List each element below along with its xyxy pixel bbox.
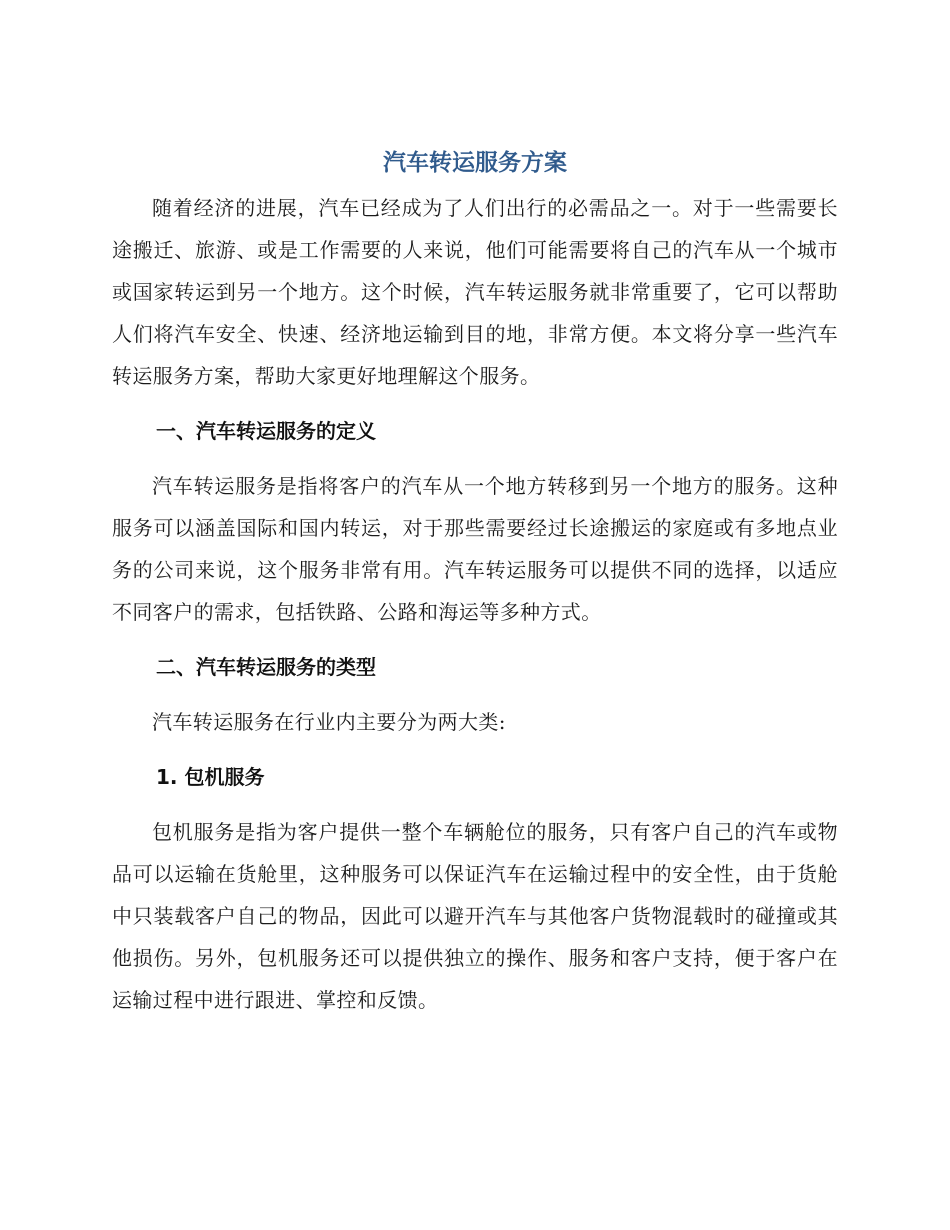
section-1-heading: 一、汽车转运服务的定义 (156, 419, 376, 443)
subsection-1-heading: 1. 包机服务 (156, 765, 265, 789)
intro-paragraph: 随着经济的进展，汽车已经成为了人们出行的必需品之一。对于一些需要长途搬迁、旅游、或是工作需要的人来说，他们可能需要将自己的汽车从一个城市或国家转运到另一个地方。这个时候，汽车转运服务就非常重要了，它可以帮助人们将汽车安全、快速、经济地运输到目的地，非常方便。本文将分享一些汽车转运服务方案，帮助大家更好地理解这个服务。 (112, 196, 838, 388)
section-1-paragraph: 汽车转运服务是指将客户的汽车从一个地方转移到另一个地方的服务。这种服务可以涵盖国际和国内转运，对于那些需要经过长途搬运的家庭或有多地点业务的公司来说，这个服务非常有用。汽车转运服务可以提供不同的选择，以适应不同客户的需求，包括铁路、公路和海运等多种方式。 (112, 474, 838, 624)
subsection-1-paragraph: 包机服务是指为客户提供一整个车辆舱位的服务，只有客户自己的汽车或物品可以运输在货舱里，这种服务可以保证汽车在运输过程中的安全性，由于货舱中只装载客户自己的物品，因此可以避开汽车与其他客户货物混载时的碰撞或其他损伤。另外，包机服务还可以提供独立的操作、服务和客户支持，便于客户在运输过程中进行跟进、掌控和反馈。 (112, 820, 838, 1012)
document-title: 汽车转运服务方案 (383, 150, 567, 176)
section-2-paragraph: 汽车转运服务在行业内主要分为两大类: (152, 710, 506, 734)
document-content (112, 145, 838, 1021)
section-2-heading: 二、汽车转运服务的类型 (156, 655, 376, 679)
